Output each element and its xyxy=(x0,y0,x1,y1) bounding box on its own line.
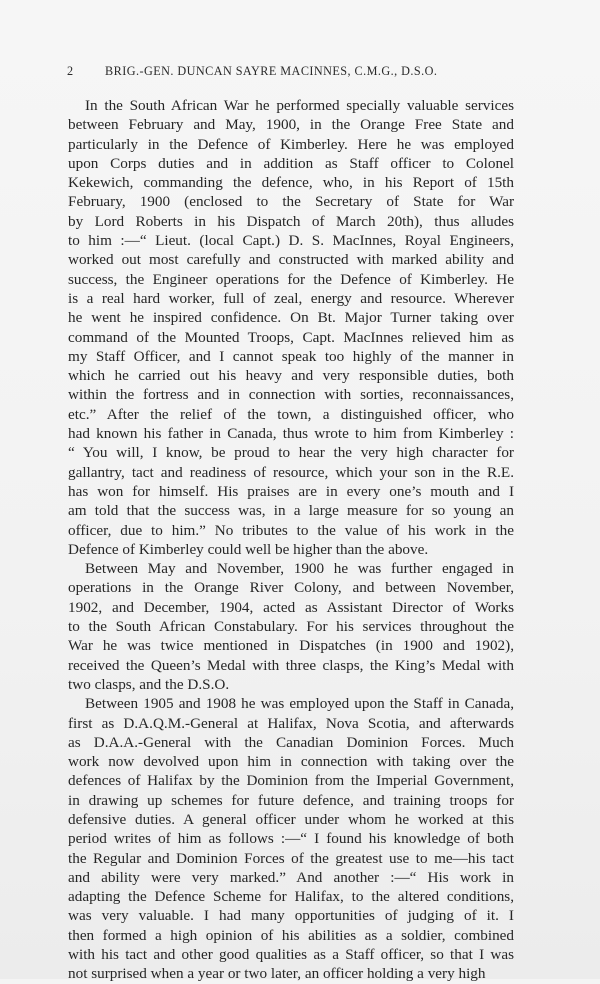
text-line: upon Corps duties and in addition as Staff officer to Colonel xyxy=(68,154,514,172)
paragraph xyxy=(68,694,514,983)
body-text xyxy=(68,96,514,984)
text-line: as D.A.A.-General with the Canadian Dominion Forces. Much xyxy=(68,733,514,751)
text-line: particularly in the Defence of Kimberley. Here he was employed xyxy=(68,135,514,153)
text-line: within the fortress and in connection with sorties, reconnaissances, xyxy=(68,386,514,404)
text-line: work now devolved upon him in connection with taking over the xyxy=(68,753,514,771)
text-line: Between 1905 and 1908 he was employed upon the Staff in Canada, xyxy=(85,695,514,713)
text-line: to him :—“ Lieut. (local Capt.) D. S. MacInnes, Royal Engineers, xyxy=(68,232,514,250)
text-line: he went he inspired confidence. On Bt. Major Turner taking over xyxy=(68,309,514,327)
text-line: success, the Engineer operations for the Defence of Kimberley. He xyxy=(68,270,514,288)
text-line: by Lord Roberts in his Dispatch of March 20th), thus alludes xyxy=(68,212,514,230)
text-line: my Staff Officer, and I cannot speak too highly of the manner in xyxy=(68,347,514,365)
running-header xyxy=(67,64,507,79)
text-line: 1902, and December, 1904, acted as Assistant Director of Works xyxy=(68,598,514,616)
paragraph xyxy=(68,96,514,559)
text-line: received the Queen’s Medal with three clasps, the King’s Medal with xyxy=(68,656,514,674)
paragraph xyxy=(68,559,514,694)
text-line: was very valuable. I had many opportunities of judging of it. I xyxy=(68,907,514,925)
text-line: with his tact and other good qualities as a Staff officer, so that I was xyxy=(68,946,514,964)
text-line: in drawing up schemes for future defence, and training troops for xyxy=(68,791,514,809)
text-line: has won for himself. His praises are in every one’s mouth and I xyxy=(68,482,514,500)
text-line: the Regular and Dominion Forces of the greatest use to me—his tact xyxy=(68,849,514,867)
text-line: Kekewich, commanding the defence, who, in his Report of 15th xyxy=(68,174,514,192)
page-number: 2 xyxy=(67,64,74,78)
text-line: to the South African Constabulary. For his services throughout the xyxy=(68,618,514,636)
text-line: Between May and November, 1900 he was further engaged in xyxy=(85,560,514,578)
text-line: officer, due to him.” No tributes to the value of his work in the xyxy=(68,521,514,539)
text-line: had known his father in Canada, thus wrote to him from Kimberley : xyxy=(68,425,514,443)
text-line: In the South African War he performed specially valuable services xyxy=(85,97,514,114)
text-line: defensive duties. A general officer under whom he worked at this xyxy=(68,810,514,828)
text-line: defences of Halifax by the Dominion from the Imperial Government, xyxy=(68,772,514,790)
text-line: is a real hard worker, full of zeal, energy and resource. Wherever xyxy=(68,289,514,307)
text-line: February, 1900 (enclosed to the Secretary of State for War xyxy=(68,193,514,211)
text-line: which he carried out his heavy and very responsible duties, both xyxy=(68,367,514,385)
text-line: period writes of him as follows :—“ I found his knowledge of both xyxy=(68,830,514,848)
text-line: worked out most carefully and constructed with marked ability and xyxy=(68,251,514,269)
text-line: Defence of Kimberley could well be higher than the above. xyxy=(68,540,429,558)
text-line: between February and May, 1900, in the Orange Free State and xyxy=(68,116,514,134)
text-line: gallantry, tact and readiness of resource, which your son in the R.E. xyxy=(68,463,514,481)
text-line: first as D.A.Q.M.-General at Halifax, Nova Scotia, and afterwards xyxy=(68,714,514,732)
text-line: etc.” After the relief of the town, a distinguished officer, who xyxy=(68,405,514,423)
running-title: BRIG.-GEN. DUNCAN SAYRE MACINNES, C.M.G., D.S.O. xyxy=(105,64,438,78)
text-line: operations in the Orange River Colony, and between November, xyxy=(68,579,514,597)
text-line: adapting the Defence Scheme for Halifax, to the altered conditions, xyxy=(68,888,514,906)
text-line: am told that the success was, in a large measure for so young an xyxy=(68,502,514,520)
text-line: War he was twice mentioned in Dispatches (in 1900 and 1902), xyxy=(68,637,514,655)
text-line: then formed a high opinion of his abilities as a soldier, combined xyxy=(68,926,514,944)
text-line: not surprised when a year or two later, an officer holding a very high xyxy=(68,965,486,983)
text-line: command of the Mounted Troops, Capt. MacInnes relieved him as xyxy=(68,328,514,346)
text-line: and ability were very marked.” And another :—“ His work in xyxy=(68,868,514,886)
text-line: “ You will, I know, be proud to hear the very high character for xyxy=(68,444,514,462)
text-line: two clasps, and the D.S.O. xyxy=(68,675,230,693)
